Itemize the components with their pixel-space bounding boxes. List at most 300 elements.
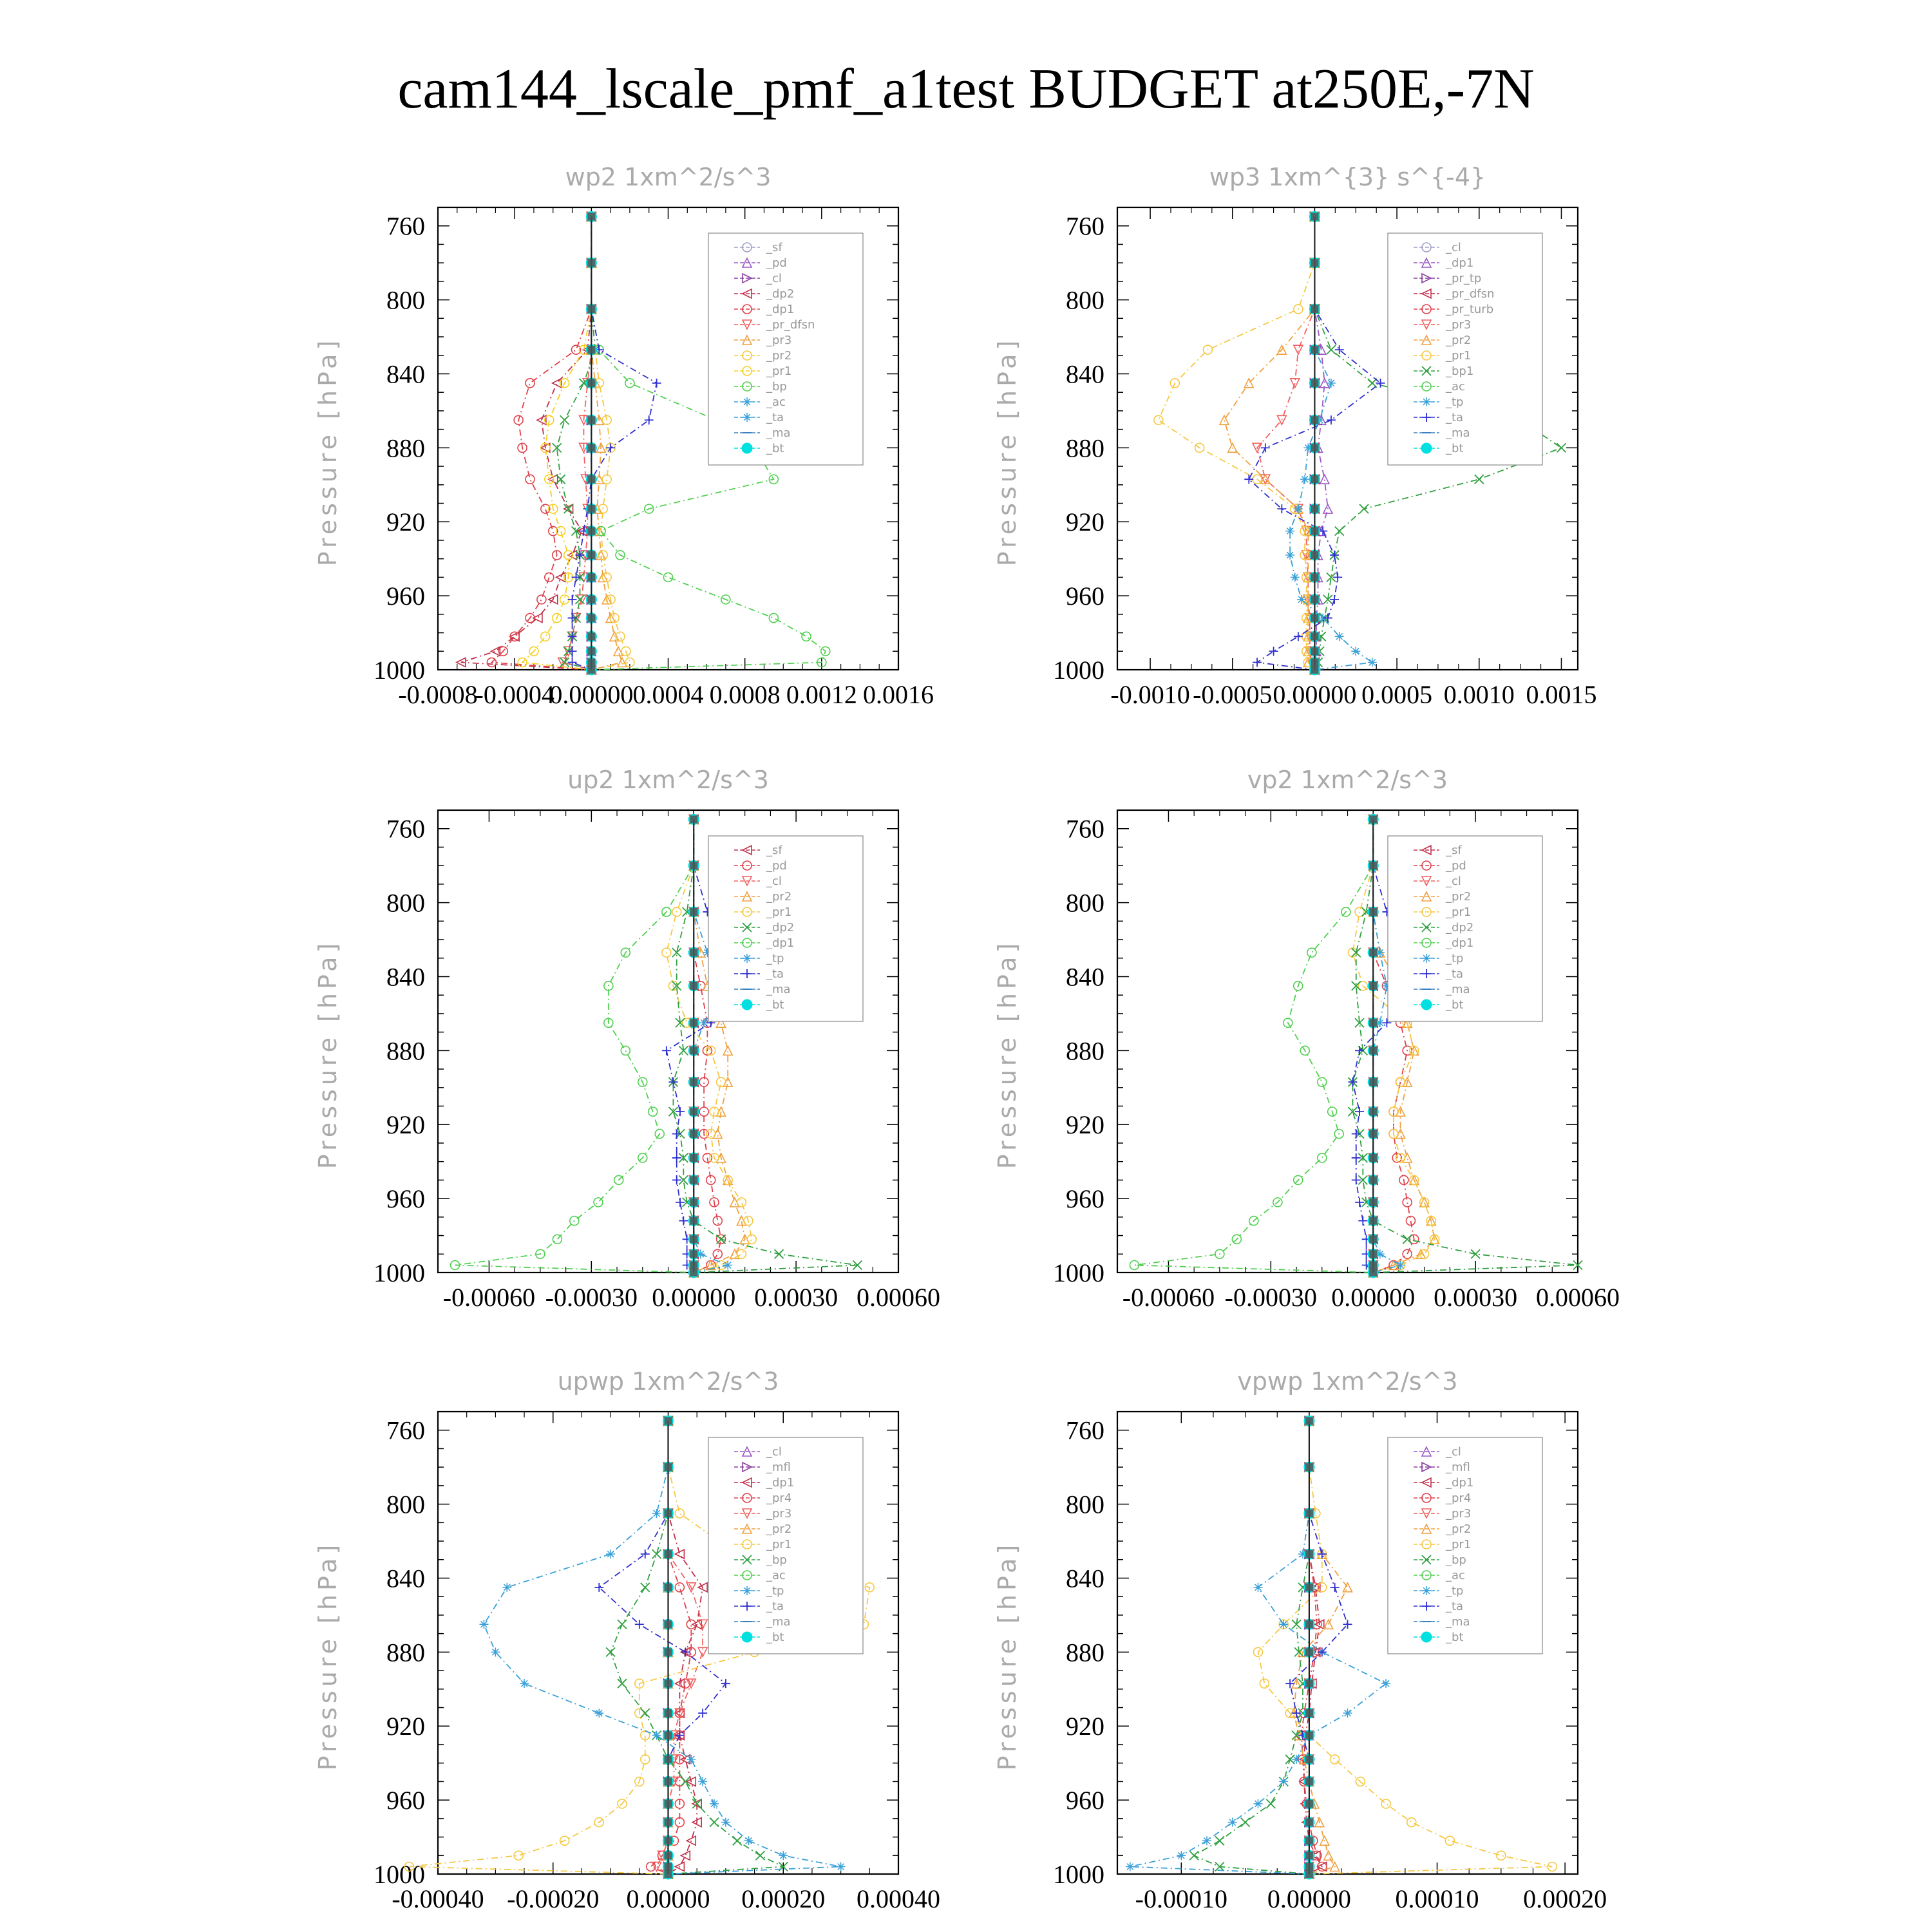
total-marker [1305, 1709, 1313, 1717]
legend [708, 1437, 863, 1654]
total-marker [1369, 1019, 1377, 1027]
total-marker [587, 527, 595, 535]
data-point [594, 1709, 603, 1718]
legend-label: _dp2 [766, 287, 795, 301]
x-tick-label: 0.0004 [632, 680, 704, 709]
legend-label: _pr1 [1446, 1538, 1472, 1551]
legend-label: _pr4 [1446, 1492, 1472, 1505]
data-point [537, 595, 546, 604]
legend-label: _sf [766, 241, 782, 254]
panel-title: up2 1xm^2/s^3 [567, 766, 769, 794]
total-marker [665, 1756, 672, 1763]
series-dp2 [457, 212, 596, 674]
data-point [652, 1509, 661, 1518]
data-point [1279, 1777, 1288, 1786]
legend-marker [743, 397, 752, 406]
legend-label: _ma [1446, 426, 1470, 440]
total-marker [1311, 659, 1318, 667]
series-bp [1189, 1416, 1314, 1879]
series-line [1134, 819, 1373, 1273]
legend-marker [1422, 397, 1431, 406]
legend-label: _pr_turb [1446, 303, 1494, 316]
total-marker [1369, 1046, 1377, 1054]
total-marker [1369, 862, 1377, 869]
data-point [1359, 504, 1368, 513]
data-point [1307, 948, 1316, 957]
data-point [618, 1620, 627, 1629]
total-marker [665, 1550, 672, 1558]
x-tick-label: 0.00000 [1273, 680, 1357, 709]
data-point [675, 1549, 684, 1558]
total-marker [665, 1648, 672, 1656]
data-point [1381, 1799, 1390, 1808]
total-marker [1311, 632, 1318, 640]
x-tick-label: 0.00000 [549, 680, 634, 709]
y-tick-label: 800 [1066, 1490, 1104, 1519]
data-point [837, 1862, 846, 1871]
chart-panel-4 [993, 766, 1620, 1312]
y-tick-label: 800 [1066, 888, 1104, 918]
data-point [1403, 1235, 1412, 1244]
total-marker [665, 1463, 672, 1471]
legend-label: _ma [1446, 983, 1470, 996]
legend-label: _ta [1446, 967, 1464, 981]
data-point [1335, 527, 1344, 536]
data-point [779, 1851, 788, 1860]
total-marker [587, 259, 595, 267]
total-marker [1305, 1870, 1313, 1878]
total-marker [665, 1709, 672, 1717]
total-marker [1369, 1154, 1377, 1162]
panel-title: vp2 1xm^2/s^3 [1247, 766, 1448, 794]
data-point [1318, 1153, 1327, 1162]
legend-label: _pd [766, 256, 787, 270]
data-point [717, 1077, 726, 1086]
data-point [625, 379, 634, 388]
legend-label: _bp [1446, 1553, 1466, 1567]
total-marker [1369, 815, 1377, 823]
legend-label: _pd [766, 859, 787, 873]
data-point [756, 1851, 765, 1860]
y-tick-label: 840 [1066, 962, 1104, 992]
legend-label: _pr1 [1446, 349, 1472, 363]
legend-label: _ma [1446, 1615, 1470, 1629]
total-marker [1369, 1198, 1377, 1206]
total-marker [665, 1732, 672, 1739]
data-point [679, 1217, 688, 1226]
series-line [491, 216, 591, 670]
data-point [769, 614, 778, 623]
total-marker [587, 444, 595, 451]
legend [1388, 1437, 1542, 1654]
total-marker [587, 475, 595, 483]
total-marker [587, 647, 595, 655]
data-point [1403, 1249, 1412, 1258]
data-point [1154, 415, 1163, 424]
legend-label: _dp1 [1446, 936, 1474, 950]
data-point [1381, 1679, 1390, 1688]
total-marker [690, 1176, 697, 1184]
legend-label: _pr1 [766, 905, 792, 919]
legend-label: _pr_dfsn [1446, 287, 1495, 301]
total-marker [690, 982, 697, 990]
total-marker [1311, 416, 1318, 424]
legend-label: _ta [766, 967, 784, 981]
y-tick-label: 880 [386, 1638, 425, 1667]
data-point [1331, 1755, 1340, 1764]
data-point [606, 1549, 615, 1558]
total-marker [665, 1584, 672, 1591]
data-point [1335, 632, 1344, 641]
data-point [710, 1799, 719, 1808]
total-marker [665, 1800, 672, 1808]
y-tick-label: 920 [386, 507, 425, 537]
total-marker [690, 1154, 697, 1162]
legend-label: _tp [1446, 952, 1464, 965]
legend-label: _bt [1446, 1631, 1464, 1644]
data-point [1292, 1755, 1301, 1764]
legend-label: _pr2 [1446, 890, 1472, 904]
total-marker [1305, 1777, 1313, 1785]
total-marker [665, 1417, 672, 1425]
legend-label: _ac [1446, 380, 1465, 393]
x-tick-label: -0.00040 [392, 1884, 484, 1913]
total-marker [1311, 305, 1318, 313]
data-point [652, 379, 661, 388]
total-marker [665, 1837, 672, 1844]
data-point [1253, 1583, 1262, 1592]
legend-label: _dp1 [766, 936, 795, 950]
legend-label: _ac [766, 395, 786, 409]
panel-title: wp3 1xm^{3} s^{-4} [1209, 163, 1486, 191]
total-marker [690, 949, 697, 956]
legend-label: _pr3 [1446, 318, 1472, 332]
data-point [1475, 475, 1484, 484]
legend-label: _ta [1446, 1600, 1464, 1613]
data-point [744, 1836, 753, 1845]
legend-label: _ac [1446, 1569, 1465, 1582]
legend [708, 836, 863, 1021]
y-axis-label: Pressure [hPa] [993, 939, 1021, 1170]
total-marker [690, 908, 697, 916]
chart-panel-3 [314, 766, 940, 1312]
y-tick-label: 800 [386, 285, 425, 315]
data-point [1228, 1818, 1237, 1827]
legend-label: _dp1 [766, 1476, 795, 1490]
series-pr2 [1220, 212, 1319, 674]
data-point [723, 1046, 732, 1055]
x-tick-label: -0.0005 [1193, 680, 1273, 709]
x-tick-label: 0.00040 [857, 1884, 940, 1913]
x-tick-label: -0.0008 [398, 680, 478, 709]
x-tick-label: -0.0004 [475, 680, 554, 709]
legend-label: _tp [1446, 395, 1464, 409]
total-marker [1311, 213, 1318, 220]
total-marker [1369, 1078, 1377, 1086]
data-point [1261, 443, 1270, 452]
data-point [1557, 443, 1566, 452]
total-marker [587, 632, 595, 640]
legend-marker [1421, 999, 1432, 1010]
legend-label: _dp1 [766, 303, 795, 316]
series-ta [1285, 1416, 1352, 1879]
data-point [560, 658, 569, 667]
total-marker [1311, 527, 1318, 535]
series-line [1294, 1421, 1347, 1874]
legend-label: _dp2 [766, 921, 795, 934]
legend-label: _dp1 [1446, 1476, 1474, 1490]
x-tick-label: -0.00020 [507, 1884, 600, 1913]
y-tick-label: 960 [386, 1184, 425, 1214]
total-marker [1305, 1648, 1313, 1656]
total-marker [1305, 1732, 1313, 1739]
total-marker [587, 659, 595, 667]
legend-label: _pr3 [766, 1507, 792, 1520]
data-point [1318, 1077, 1327, 1086]
series-tp [1285, 212, 1377, 674]
series-line [1194, 1421, 1309, 1874]
total-marker [665, 1852, 672, 1859]
x-tick-label: 0.00000 [652, 1283, 736, 1312]
data-point [1300, 475, 1309, 484]
legend-label: _cl [766, 875, 782, 888]
data-point [526, 475, 535, 484]
data-point [564, 504, 573, 513]
data-point [526, 379, 535, 388]
data-point [1269, 647, 1278, 656]
y-tick-label: 800 [386, 1490, 425, 1519]
total-marker [1305, 1837, 1313, 1844]
data-point [737, 1198, 746, 1207]
total-marker [690, 1130, 697, 1138]
data-point [1420, 1198, 1429, 1207]
total-marker [1369, 1176, 1377, 1184]
total-marker [1305, 1417, 1313, 1425]
legend-label: _dp2 [1446, 921, 1474, 934]
total-marker [690, 1235, 697, 1243]
legend-label: _pr1 [1446, 905, 1472, 919]
data-point [1241, 1818, 1250, 1827]
y-tick-label: 760 [386, 211, 425, 241]
y-tick-label: 1000 [1053, 1258, 1104, 1287]
total-marker [690, 1250, 697, 1258]
x-tick-label: -0.00030 [1224, 1283, 1317, 1312]
y-tick-label: 1000 [374, 1860, 425, 1889]
legend-label: _bt [766, 998, 784, 1012]
legend-label: _pr_tp [1446, 272, 1482, 285]
data-point [560, 415, 569, 424]
total-marker [1311, 614, 1318, 622]
series-line [1159, 216, 1315, 670]
total-marker [1311, 647, 1318, 655]
total-marker [1305, 1800, 1313, 1808]
total-marker [665, 1819, 672, 1826]
x-tick-label: 0.00000 [1267, 1884, 1351, 1913]
legend-marker [1421, 1632, 1432, 1642]
y-tick-label: 880 [386, 433, 425, 463]
data-point [1471, 1249, 1480, 1258]
y-tick-label: 760 [386, 814, 425, 844]
data-point [1260, 1679, 1269, 1688]
data-point [568, 595, 577, 604]
total-marker [1311, 475, 1318, 483]
total-marker [665, 1777, 672, 1785]
data-point [721, 1818, 730, 1827]
chart-panel-5 [314, 1367, 940, 1913]
data-point [775, 1249, 784, 1258]
legend-label: _bp [766, 1553, 787, 1567]
y-tick-label: 840 [386, 962, 425, 992]
y-tick-label: 920 [1066, 1110, 1104, 1140]
total-marker [587, 379, 595, 387]
data-point [1202, 1836, 1211, 1845]
panel-title: upwp 1xm^2/s^3 [557, 1367, 779, 1396]
legend-label: _ma [766, 1615, 791, 1629]
total-marker [690, 1198, 697, 1206]
y-tick-label: 960 [386, 582, 425, 611]
data-point [1294, 345, 1303, 354]
y-axis-label: Pressure [hPa] [314, 336, 342, 567]
panel-title: vpwp 1xm^2/s^3 [1237, 1367, 1458, 1396]
y-tick-label: 880 [1066, 433, 1104, 463]
x-tick-label: 0.00020 [1523, 1884, 1607, 1913]
legend-label: _ma [766, 426, 791, 440]
x-tick-label: 0.00000 [1331, 1283, 1416, 1312]
total-marker [1305, 1852, 1313, 1859]
data-point [675, 1509, 684, 1518]
y-tick-label: 760 [1066, 1416, 1104, 1445]
legend-label: _cl [766, 1445, 782, 1459]
x-tick-label: 0.0005 [1361, 680, 1433, 709]
legend-label: _pr1 [766, 365, 792, 378]
legend-label: _sf [1446, 844, 1462, 857]
legend-label: _bt [1446, 442, 1464, 455]
x-tick-label: 0.0010 [1443, 680, 1515, 709]
total-marker [1305, 1510, 1313, 1517]
data-point [1497, 1851, 1506, 1860]
data-point [1351, 647, 1360, 656]
chart-panel-2 [993, 163, 1596, 709]
series-pr3 [1253, 212, 1319, 674]
y-tick-label: 840 [386, 359, 425, 389]
total-marker [587, 416, 595, 424]
legend-label: _pr_dfsn [766, 318, 815, 332]
y-tick-label: 880 [1066, 1036, 1104, 1066]
y-axis-label: Pressure [hPa] [993, 1540, 1021, 1771]
chart-panel-6 [993, 1367, 1607, 1913]
legend-marker [742, 1632, 752, 1642]
x-tick-label: 0.00020 [741, 1884, 826, 1913]
y-tick-label: 880 [386, 1036, 425, 1066]
data-point [1126, 1862, 1135, 1871]
data-point [1327, 415, 1336, 424]
data-point [681, 1851, 690, 1860]
total-marker [1369, 1217, 1377, 1225]
legend-label: _bp [766, 380, 787, 393]
y-axis-label: Pressure [hPa] [314, 939, 342, 1170]
y-tick-label: 920 [386, 1712, 425, 1741]
data-point [672, 1130, 681, 1139]
x-tick-label: -0.00030 [545, 1283, 638, 1312]
data-point [572, 573, 581, 582]
data-point [1445, 1836, 1454, 1845]
total-marker [1305, 1463, 1313, 1471]
y-tick-label: 1000 [1053, 656, 1104, 685]
total-marker [665, 1620, 672, 1628]
y-tick-label: 840 [1066, 1564, 1104, 1593]
total-marker [587, 551, 595, 559]
data-point [618, 1679, 627, 1688]
x-tick-label: 0.00030 [1434, 1283, 1518, 1312]
total-marker [1305, 1819, 1313, 1826]
legend-marker [1422, 1586, 1431, 1595]
data-point [641, 1583, 650, 1592]
data-point [1327, 379, 1336, 388]
legend [708, 233, 863, 465]
legend-label: _bt [1446, 998, 1464, 1012]
y-tick-label: 760 [1066, 211, 1104, 241]
data-point [1343, 1709, 1352, 1718]
x-tick-label: 0.0015 [1526, 680, 1597, 709]
y-tick-label: 920 [1066, 507, 1104, 537]
y-tick-label: 760 [386, 1416, 425, 1445]
total-marker [1305, 1680, 1313, 1687]
legend-label: _pr2 [1446, 334, 1472, 347]
legend-label: _ta [766, 1600, 784, 1613]
total-marker [587, 666, 595, 674]
y-tick-label: 960 [1066, 582, 1104, 611]
data-point [1220, 415, 1229, 424]
total-marker [1311, 346, 1318, 354]
total-marker [587, 573, 595, 581]
legend-marker [742, 443, 752, 453]
y-tick-label: 840 [1066, 359, 1104, 389]
legend-label: _pr2 [1446, 1522, 1472, 1536]
legend-label: _tp [766, 952, 784, 965]
data-point [1358, 1217, 1367, 1226]
panel-title: wp2 1xm^2/s^3 [565, 163, 772, 191]
total-marker [1369, 1108, 1377, 1115]
data-point [687, 1620, 696, 1629]
legend-label: _cl [766, 272, 782, 285]
data-point [662, 1046, 671, 1055]
x-tick-label: -0.00060 [1122, 1283, 1215, 1312]
total-marker [690, 1217, 697, 1225]
total-marker [1311, 573, 1318, 581]
legend-label: _dp1 [1446, 256, 1474, 270]
chart-panel-1 [314, 163, 934, 709]
total-marker [1305, 1620, 1313, 1628]
legend-label: _ta [766, 411, 784, 424]
legend-label: _mfl [1446, 1461, 1470, 1474]
x-tick-label: -0.00060 [442, 1283, 536, 1312]
data-point [1368, 658, 1377, 667]
legend-label: _ac [766, 1569, 786, 1582]
legend-label: _pd [1446, 859, 1466, 873]
total-marker [1311, 505, 1318, 513]
data-point [733, 1836, 742, 1845]
legend-marker [1422, 954, 1431, 963]
y-tick-label: 960 [1066, 1786, 1104, 1815]
total-marker [1369, 949, 1377, 956]
total-marker [1369, 982, 1377, 990]
legend-label: _pr2 [766, 890, 792, 904]
series-line [455, 819, 694, 1273]
series-dp1 [1130, 815, 1378, 1277]
data-point [1279, 1620, 1288, 1629]
total-marker [1369, 908, 1377, 916]
total-marker [587, 614, 595, 622]
